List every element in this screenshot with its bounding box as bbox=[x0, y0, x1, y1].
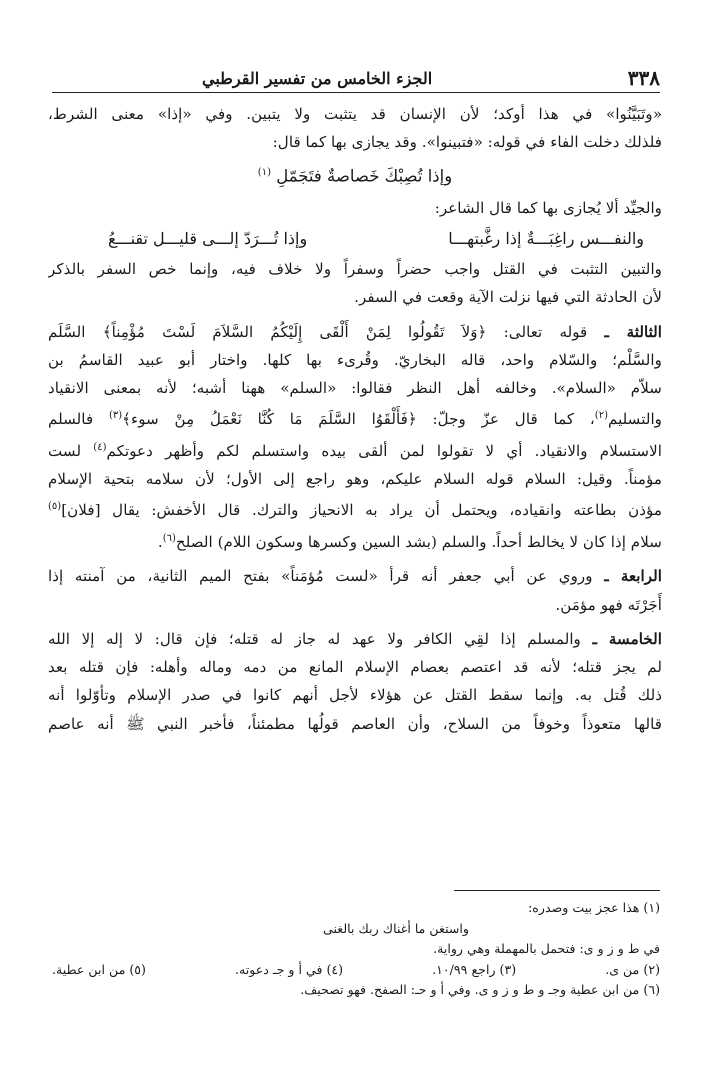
text-span: الاستسلام والانقياد. أي لا تقولوا لمن ألقى بيده واستسلم لكم وأظهر دعوتكم bbox=[106, 441, 662, 460]
section-label: الثالثة ـ bbox=[604, 322, 662, 341]
poem-verse bbox=[48, 225, 662, 253]
verse-hemistich-first: والنفـــس راغِبَـــةٌ إذا رغَّبتهـــا bbox=[448, 228, 644, 248]
section-label: الخامسة ـ bbox=[592, 629, 662, 648]
footnote-4: (٤) في أ و جـ دعوته. bbox=[235, 961, 344, 977]
text-line bbox=[48, 434, 662, 465]
poem-verse bbox=[48, 159, 662, 191]
text-line: لم يجز قتله؛ لأنه قد اعتصم بعصام الإسلام المانع من دمه وماله وأهله: فإن قتله بعد bbox=[48, 658, 662, 677]
footnote-row bbox=[52, 960, 660, 981]
text-span: مؤذن بطاعته وانقياده، ويحتمل أن يراد به الانحياز والترك. قال الأخفش: يقال [فلان] bbox=[61, 501, 662, 520]
text-line: «وتَبَيَّنُوا» في هذا أوكد؛ لأن الإنسان قد يتثبت ولا يتبين. وفي «إذا» معنى الشرط، bbox=[48, 105, 662, 123]
text-line: قالها متعوذاً وخوفاً من السلاح، وأن العاصم قولُها مطمئناً، فأخبر النبي ﷺ أنه عاصم bbox=[48, 714, 662, 733]
text-span: سلام إذا كان لا يخالط أحداً. والسلم (بشد السين وكسرها وسكون اللام) الصلح bbox=[175, 532, 662, 551]
text-line: ذلك قُتل به. وإنما سقط القتل عن هؤلاء لأجل أنهم كانوا في صدر الإسلام وتأوّلوا أنه bbox=[48, 686, 662, 705]
text-line bbox=[48, 562, 662, 590]
text-line: فلذلك دخلت الفاء في قوله: «فتبينوا». وقد يجازى بها كما قال: bbox=[272, 133, 662, 152]
footnote-ref: (٢) bbox=[594, 410, 608, 422]
text-line: لأن الحادثة التي فيها نزلت الآية وقعت في السفر. bbox=[354, 288, 662, 307]
text-line bbox=[48, 625, 662, 653]
footnote-1-note: في ط و ز و ى: فتحمل بالمهملة وهي رواية. bbox=[433, 941, 660, 956]
text-line bbox=[48, 318, 662, 346]
page-number: ٣٣٨ bbox=[627, 66, 660, 90]
footnote-ref: (١) bbox=[257, 166, 271, 178]
text-line: والجيِّد ألا يُجازى بها كما قال الشاعر: bbox=[434, 199, 662, 218]
footnote-ref: (٣) bbox=[108, 410, 123, 422]
section-label: الرابعة ـ bbox=[604, 567, 662, 586]
text-span: وروي عن أبي جعفر أنه قرأ «لست مُؤمَناً» بفتح الميم الثانية، من آمنته إذا bbox=[48, 567, 593, 586]
footnote-3: (٣) راجع ١٠/٩٩. bbox=[432, 961, 517, 977]
text-line: والتبين التثبت في القتل واجب حضراً وسفراً ولا خلاف فيه، وإنما خص السفر بالذكر bbox=[48, 259, 662, 278]
verse-text: وإذا تُصِبْكَ خَصاصةٌ فتَجَمّلِ bbox=[276, 166, 453, 186]
footnote-ref: (٥) bbox=[48, 501, 62, 513]
text-span: قوله تعالى: ﴿وَلاَ تَقُولُوا لِمَنْ أَلْقَى إِلَيْكُمُ السَّلاَمَ لَسْتَ مُؤْمِناً﴾ السَّلَم bbox=[48, 322, 588, 341]
verse-hemistich-second: وإذا تُـــرَدّ إلـــى قليـــل تقنـــعُ bbox=[108, 228, 308, 248]
text-line: أَجَرْتَه فهو مؤمَن. bbox=[555, 595, 662, 614]
running-title: الجزء الخامس من تفسير القرطبي bbox=[202, 69, 433, 88]
footnote-ref: (٤) bbox=[93, 441, 107, 453]
footnote-6: (٦) من ابن عطية وجـ و ط و ز و ى. وفي أ و حـ: الصفح. فهو تصحيف. bbox=[300, 982, 660, 997]
text-span: والتسليم bbox=[607, 410, 662, 429]
text-line: سلاّم «السلام». وخالفه أهل النظر فقالوا: «السلم» ههنا أشبه؛ لأنه بمعنى الانقياد bbox=[48, 379, 662, 398]
text-span: . bbox=[157, 532, 163, 551]
text-line: مؤمناً. وقيل: السلام قوله السلام عليكم، وهو راجع إلى الأول؛ لأن سلامه بتحية الإسلام bbox=[48, 470, 662, 489]
text-span: لست bbox=[48, 441, 94, 460]
footnote-divider bbox=[454, 890, 660, 891]
text-line bbox=[48, 493, 662, 524]
footnote-2: (٢) من ى. bbox=[605, 961, 660, 977]
footnote-1: (١) هذا عجز بيت وصدره: bbox=[528, 900, 660, 915]
footnote-5: (٥) من ابن عطية. bbox=[52, 961, 146, 977]
text-line bbox=[48, 525, 662, 556]
text-line: والسَّلْم؛ والسّلام واحد، قاله البخاريّ. وقُرىء بها كلها. واختار أبو عبيد القاسمُ بن bbox=[48, 350, 662, 369]
footnote-1-verse: واستغن ما أغناك ربك بالغنى bbox=[322, 920, 470, 936]
text-span: والمسلم إذا لقِي الكافر ولا عهد له جاز له قتله؛ فإن قال: لا إله إلا الله bbox=[48, 629, 581, 648]
running-header bbox=[52, 60, 660, 93]
footnote-ref: (٦) bbox=[162, 532, 176, 544]
footnotes bbox=[52, 898, 660, 1001]
text-span: فالسلم bbox=[48, 410, 109, 429]
text-span: ، كما قال عزّ وجلّ: ﴿فَأَلْقَوُا السَّلَمَ مَا كُنَّا نَعْمَلُ مِنْ سوء﴾ bbox=[122, 410, 595, 429]
text-line bbox=[48, 402, 662, 433]
main-text bbox=[48, 100, 662, 738]
